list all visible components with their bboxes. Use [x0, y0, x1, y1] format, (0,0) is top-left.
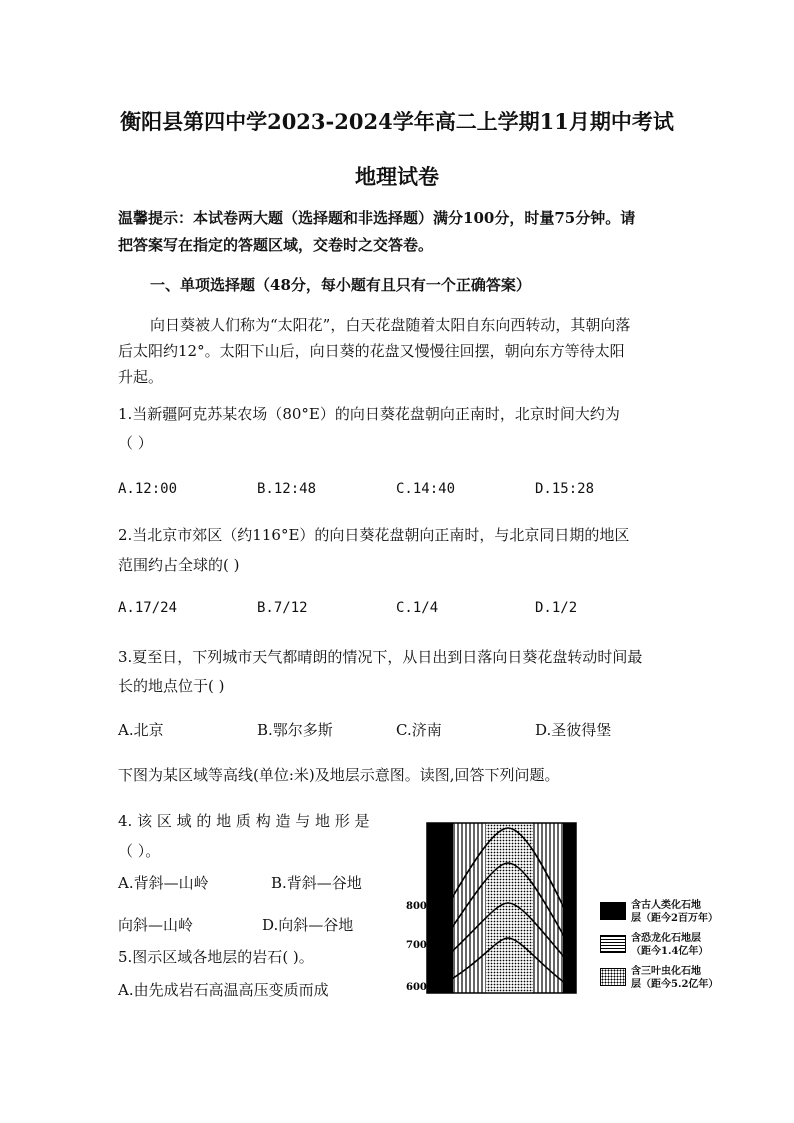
contour-label-800: 800: [406, 901, 427, 912]
question-1-option-a: A.12:00: [118, 481, 178, 497]
question-3-option-d: D.圣彼得堡: [535, 721, 612, 739]
question-3-line-2: 长的地点位于( ): [118, 677, 225, 695]
legend-swatch-trilobite-fossil: [600, 968, 626, 986]
question-4-option-d: D.向斜—谷地: [262, 916, 354, 934]
notice-line-1: 温馨提示：本试卷两大题（选择题和非选择题）满分100分，时量75分钟。请: [118, 209, 636, 227]
legend-label-human-fossil-2: 层（距今2百万年）: [631, 913, 718, 924]
stratum-core: [486, 823, 533, 993]
question-1-option-d: D.15:28: [535, 481, 595, 497]
question-5-option-a: A.由先成岩石高温高压变质而成: [118, 981, 329, 999]
legend-label-dinosaur-fossil-2: （距今1.4亿年）: [631, 946, 709, 957]
question-4-line-2: （ ）。: [118, 842, 161, 860]
legend-swatch-human-fossil: [600, 902, 626, 920]
figure-intro: 下图为某区域等高线(单位:米)及地层示意图。读图,回答下列问题。: [118, 766, 560, 784]
question-2-option-a: A.17/24: [118, 600, 178, 616]
notice-line-2: 把答案写在指定的答题区域，交卷时之交答卷。: [118, 236, 434, 254]
question-1-line-2: （ ）: [118, 434, 153, 452]
question-1-option-c: C.14:40: [396, 481, 456, 497]
question-4-option-a: A.背斜—山岭: [118, 874, 209, 892]
contour-label-600: 600: [406, 982, 427, 993]
question-4-option-c: 向斜—山岭: [118, 916, 194, 934]
question-3-option-c: C.济南: [396, 721, 442, 739]
intro-line-1: 向日葵被人们称为“太阳花”，白天花盘随着太阳自东向西转动，其朝向落: [150, 316, 631, 334]
stratum-left-middle: [453, 823, 486, 993]
question-2-option-c: C.1/4: [396, 600, 439, 616]
contour-label-700: 700: [406, 940, 427, 951]
intro-line-3: 升起。: [118, 368, 164, 386]
question-1-option-b: B.12:48: [257, 481, 317, 497]
question-2-option-b: B.7/12: [257, 600, 308, 616]
question-2-line-1: 2.当北京市郊区（约116°E）的向日葵花盘朝向正南时，与北京同日期的地区: [118, 526, 630, 544]
question-5-line-1: 5.图示区域各地层的岩石( )。: [118, 948, 314, 966]
legend-swatch-dinosaur-fossil: [600, 935, 626, 953]
legend-label-trilobite-fossil-2: 层（距今5.2亿年）: [631, 979, 719, 990]
question-3-option-a: A.北京: [118, 721, 164, 739]
exam-title: 衡阳县第四中学2023-2024学年高二上学期11月期中考试: [120, 109, 674, 134]
section-heading: 一、单项选择题（48分，每小题有且只有一个正确答案）: [150, 276, 531, 294]
geology-contour-figure: [400, 818, 600, 998]
legend-label-human-fossil-1: 含古人类化石地: [631, 900, 701, 911]
question-3-line-1: 3.夏至日，下列城市天气都晴朗的情况下，从日出到日落向日葵花盘转动时间最: [118, 648, 643, 666]
question-2-option-d: D.1/2: [535, 600, 578, 616]
stratum-left-outer: [427, 823, 453, 993]
stratum-right-outer: [563, 823, 576, 993]
legend-label-dinosaur-fossil-1: 含恐龙化石地层: [631, 933, 701, 944]
intro-line-2: 后太阳约12°。太阳下山后，向日葵的花盘又慢慢往回摆，朝向东方等待太阳: [118, 342, 625, 360]
question-3-option-b: B.鄂尔多斯: [257, 721, 333, 739]
question-4-line-1: 4. 该 区 域 的 地 质 构 造 与 地 形 是: [118, 812, 370, 830]
question-1-line-1: 1.当新疆阿克苏某农场（80°E）的向日葵花盘朝向正南时，北京时间大约为: [118, 405, 620, 423]
exam-subtitle: 地理试卷: [355, 164, 439, 189]
legend-label-trilobite-fossil-1: 含三叶虫化石地: [631, 966, 701, 977]
question-2-line-2: 范围约占全球的( ): [118, 556, 240, 574]
question-4-option-b: B.背斜—谷地: [271, 874, 362, 892]
